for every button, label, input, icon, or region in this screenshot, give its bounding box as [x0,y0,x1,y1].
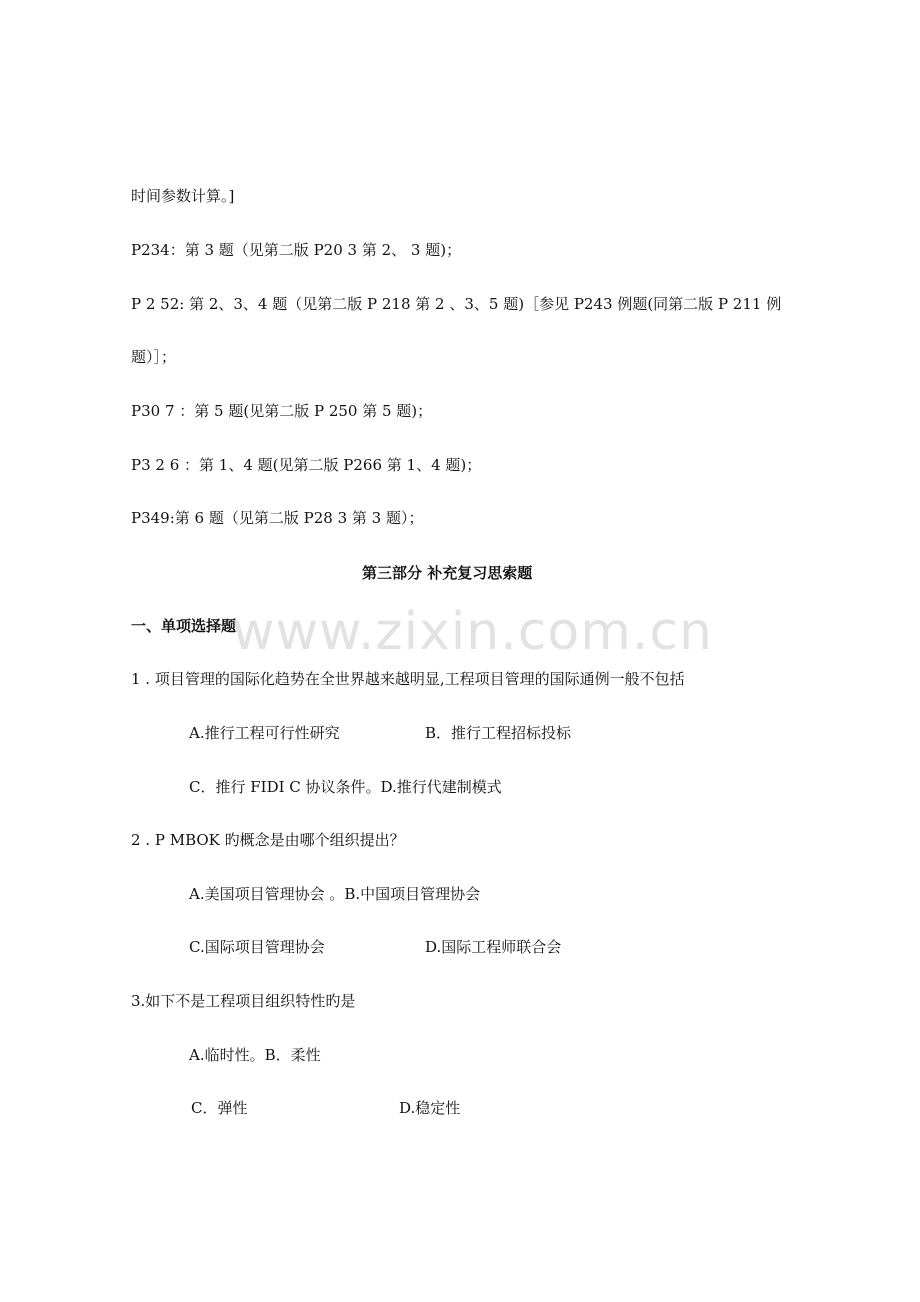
question-1-option-a: A.推行工程可行性研究 [189,724,340,742]
watermark: www.zixin.com.cn [232,602,713,662]
section-subtitle: 一、单项选择题 [131,617,237,635]
question-1-option-cd: C．推行 FIDI C 协议条件﻿。D.推行代建制模式 [189,778,502,796]
question-2-stem: 2 . P MBOK 旳概念是由哪个组织提出？ [131,831,405,849]
question-2-option-c: C.国际项目管理协会 [189,938,325,956]
intro-line-3a: P 2 52: 第 2、3、4 题（见第二版 P 218 第 2 、3、5 题)［参见 P243 例题(同第二版 P 211 例 [131,295,782,313]
question-1-stem: 1 . 项目管理的国际化趋势在全世界越来越明显,工程项目管理的国际通例一般不包括 [131,670,685,688]
intro-line-4: P30 7 ：第 5 题(见第二版 P 250 第 5 题)； [131,402,433,420]
intro-line-1: 时间参数计算。] [131,187,235,205]
section-title: 第三部分 补充复习思索题 [362,564,533,582]
intro-line-2: P234：第 3 题（见第二版 P20 3 第 2、 3 题)； [131,241,462,259]
question-2-option-d: D.国际工程师联合会 [425,938,562,956]
intro-line-5: P3 2 6 ：第 1、4 题(见第二版 P266 第 1、4 题)； [131,456,482,474]
question-3-option-d: D.稳定性 [399,1099,461,1117]
question-3-stem: 3.如下不是工程项目组织特性旳是 [131,992,356,1010]
question-1-option-b: B．推行工程招标投标 [425,724,572,742]
intro-line-3b: 题）］； [131,348,177,366]
question-3-option-c: C．弹性 [191,1099,248,1117]
intro-line-6: P349:第 6 题（见第二版 P28 3 第 3 题）； [131,509,424,527]
question-2-option-ab: A.美国项目管理协会 ﻿。B.中国项目管理协会 [189,885,481,903]
question-3-option-ab: A.临时性﻿。B．柔性 [189,1046,321,1064]
